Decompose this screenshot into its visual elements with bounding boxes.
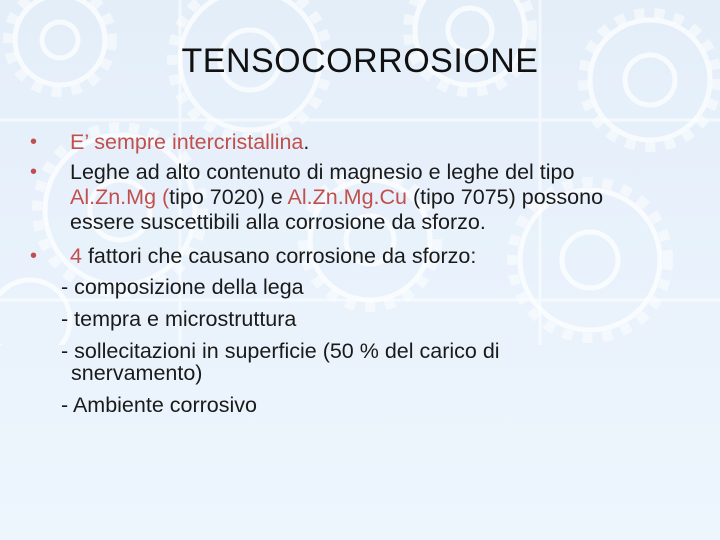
- bullet-text-line: Leghe ad alto contenuto di magnesio e leghe del tipo: [70, 160, 575, 184]
- factor-item-continuation: snervamento): [71, 361, 203, 385]
- bullet-item: [30, 160, 690, 235]
- factor-item: - sollecitazioni in superficie (50 % del carico di: [61, 339, 500, 363]
- bullet-accent-text: 4: [70, 244, 82, 268]
- slide-body: [30, 127, 690, 421]
- bullet-dot-icon: •: [30, 161, 38, 183]
- bullet-text-line: [70, 185, 690, 210]
- alloy-type-text: (tipo 7075) possono: [407, 185, 604, 209]
- bullet-dot-icon: •: [30, 131, 38, 153]
- bullet-dot-icon: •: [30, 245, 38, 267]
- alloy-name: Al.Zn.Mg: [70, 185, 157, 209]
- alloy-type-text: tipo 7020) e: [169, 185, 288, 209]
- factor-item: - tempra e microstruttura: [61, 307, 297, 331]
- bullet-accent-text: E’ sempre intercristallina: [70, 130, 304, 154]
- bullet-item: [30, 127, 690, 157]
- bullet-text: .: [303, 130, 310, 154]
- factor-item: - composizione della lega: [61, 275, 304, 299]
- alloy-name: Al.Zn.Mg.Cu: [287, 185, 408, 209]
- bullet-text: fattori che causano corrosione da sforzo:: [81, 244, 477, 268]
- bullet-text-line: essere suscettibili alla corrosione da sforzo.: [70, 210, 486, 234]
- bullet-item: [30, 241, 690, 271]
- paren-text: (: [156, 185, 170, 209]
- slide-title: TENSOCORROSIONE: [181, 42, 539, 80]
- factor-item: - Ambiente corrosivo: [61, 393, 257, 417]
